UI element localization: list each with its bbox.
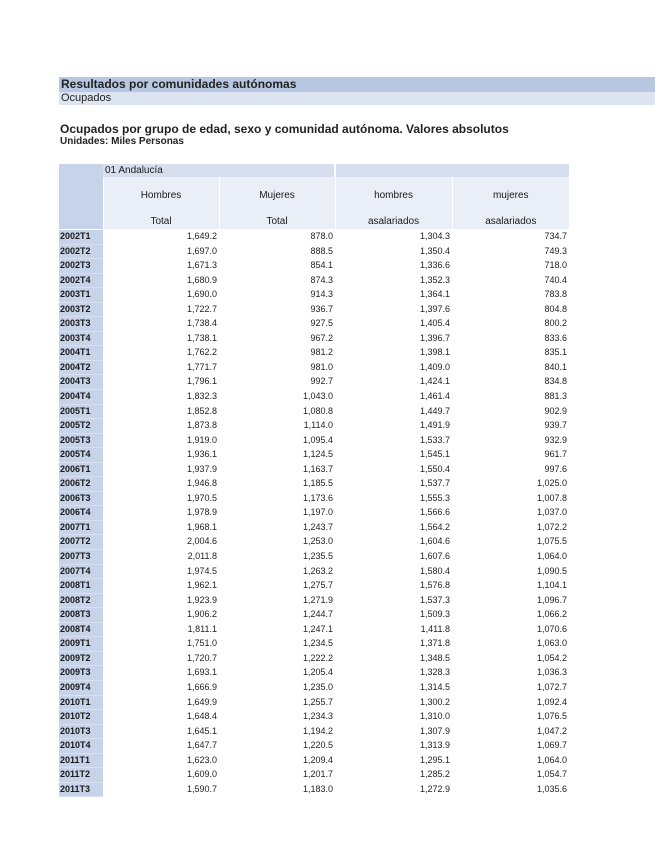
table-cell: 1,405.4: [419, 318, 451, 329]
table-cell: 939.7: [544, 420, 568, 431]
table-cell: 2,011.8: [187, 551, 217, 562]
table-cell: 1,555.3: [419, 492, 451, 503]
table-cell: 1,201.7: [302, 769, 334, 780]
table-cell: 1,697.0: [186, 245, 217, 256]
table-cell: 1,243.7: [302, 521, 334, 532]
table-cell: 1,424.1: [419, 376, 451, 387]
table-row: [59, 695, 569, 710]
table-cell: 835.1: [544, 347, 568, 358]
table-cell: 1,007.8: [536, 492, 568, 503]
table-cell: 1,064.0: [536, 754, 568, 765]
table-cell: 1,069.7: [536, 740, 568, 751]
row-period-label: 2010T2: [59, 710, 103, 725]
table-cell: 1,566.6: [419, 507, 451, 518]
table-cell: 1,328.3: [419, 667, 451, 678]
table-row: [59, 637, 569, 652]
row-period-label: 2004T4: [59, 390, 103, 405]
table-row: [59, 564, 569, 579]
table-cell: 1,054.7: [536, 769, 568, 780]
row-period-label: 2006T1: [59, 462, 103, 477]
table-cell: 1,066.2: [536, 609, 568, 620]
table-cell: 1,491.9: [419, 420, 451, 431]
table-cell: 1,209.4: [302, 754, 334, 765]
table-cell: 1,411.8: [420, 623, 451, 634]
table-cell: 1,738.1: [186, 332, 217, 343]
table-cell: 1,946.8: [186, 478, 217, 489]
table-cell: 874.3: [310, 274, 334, 285]
table-cell: 997.6: [544, 463, 568, 474]
table-cell: 981.2: [310, 347, 334, 358]
table-cell: 1,307.9: [419, 725, 451, 736]
table-row: [59, 404, 569, 419]
table-cell: 1,751.0: [186, 638, 217, 649]
row-period-label: 2009T2: [59, 651, 103, 666]
table-row: [59, 448, 569, 463]
table-body: [59, 230, 569, 797]
table-row: [59, 346, 569, 361]
row-period-label: 2005T4: [59, 448, 103, 463]
table-row: [59, 506, 569, 521]
row-period-label: 2008T1: [59, 579, 103, 594]
table-cell: 1,036.3: [536, 667, 568, 678]
table-cell: 1,234.5: [302, 638, 334, 649]
table-cell: 749.3: [544, 245, 568, 256]
row-period-label: 2006T2: [59, 477, 103, 492]
table-row: [59, 477, 569, 492]
table-cell: 1,314.5: [419, 681, 451, 692]
table-cell: 1,096.7: [536, 594, 568, 605]
table-row: [59, 230, 569, 245]
row-period-label: 2004T3: [59, 375, 103, 390]
table-row: [59, 724, 569, 739]
table-cell: 1,919.0: [186, 434, 217, 445]
report-heading: Ocupados por grupo de edad, sexo y comunidad autónoma. Valores absolutos: [60, 122, 509, 136]
row-period-label: 2002T1: [59, 230, 103, 245]
row-period-label: 2011T1: [59, 753, 103, 768]
table-cell: 967.2: [310, 332, 334, 343]
table-cell: 1,090.5: [536, 565, 568, 576]
table-row: [59, 302, 569, 317]
table-cell: 1,680.9: [186, 274, 217, 285]
table-cell: 1,968.1: [186, 521, 217, 532]
table-cell: 1,235.0: [302, 681, 334, 692]
table-cell: 2,004.6: [186, 536, 217, 547]
table-cell: 1,076.5: [536, 711, 568, 722]
table-row: [59, 550, 569, 565]
table-cell: 1,722.7: [186, 303, 217, 314]
row-period-label: 2011T2: [59, 768, 103, 783]
table-cell: 1,235.5: [302, 551, 334, 562]
table-cell: 1,666.9: [186, 681, 217, 692]
table-row: [59, 666, 569, 681]
table-cell: 1,247.1: [302, 623, 334, 634]
table-cell: 1,350.4: [419, 245, 451, 256]
table-row: [59, 317, 569, 332]
table-row: [59, 433, 569, 448]
table-cell: 1,222.2: [302, 652, 334, 663]
column-header-hombres-total: [103, 177, 219, 230]
table-cell: 981.0: [310, 361, 334, 372]
table-cell: 1,047.2: [536, 725, 568, 736]
row-period-label: 2003T3: [59, 317, 103, 332]
table-row: [59, 273, 569, 288]
table-cell: 902.9: [544, 405, 568, 416]
table-cell: 1,978.9: [186, 507, 217, 518]
table-cell: 1,762.2: [186, 347, 217, 358]
table-row: [59, 768, 569, 783]
row-period-label: 2003T2: [59, 302, 103, 317]
table-cell: 1,072.7: [536, 681, 568, 692]
table-cell: 1,720.7: [186, 652, 217, 663]
table-cell: 1,035.6: [536, 783, 568, 794]
table-cell: 1,080.8: [302, 405, 334, 416]
table-cell: 1,649.9: [186, 696, 217, 707]
table-row: [59, 680, 569, 695]
table-cell: 1,509.3: [419, 609, 451, 620]
table-cell: 1,295.1: [419, 754, 451, 765]
row-period-label: 2002T2: [59, 244, 103, 259]
table-cell: 1,310.0: [419, 711, 451, 722]
table-cell: 1,271.9: [302, 594, 334, 605]
region-label: 01 Andalucía: [103, 164, 335, 177]
table-cell: 1,409.0: [419, 361, 451, 372]
section-subtitle: Ocupados: [59, 92, 655, 105]
table-cell: 1,604.6: [419, 536, 451, 547]
table-cell: 1,974.5: [186, 565, 217, 576]
column-header-bottom: asalariados: [485, 216, 537, 227]
table-cell: 1,398.1: [419, 347, 451, 358]
table-cell: 927.5: [310, 318, 334, 329]
table-cell: 1,873.8: [186, 420, 217, 431]
table-cell: 1,104.1: [536, 580, 568, 591]
table-row: [59, 535, 569, 550]
table-cell: 804.8: [544, 303, 568, 314]
row-period-label: 2007T1: [59, 520, 103, 535]
table-cell: 1,580.4: [419, 565, 451, 576]
table-row: [59, 579, 569, 594]
table-cell: 1,313.9: [419, 740, 451, 751]
table-row: [59, 491, 569, 506]
table-cell: 1,234.3: [302, 711, 334, 722]
row-period-label: 2009T3: [59, 666, 103, 681]
column-header-mujeres-asalariados: [452, 177, 569, 230]
table-cell: 734.7: [544, 231, 568, 242]
table-cell: 1,124.5: [302, 449, 334, 460]
table-cell: 1,185.5: [302, 478, 334, 489]
table-row: [59, 259, 569, 274]
column-header-bottom: Total: [266, 216, 288, 227]
table-cell: 1,163.7: [302, 463, 334, 474]
row-period-label: 2007T2: [59, 535, 103, 550]
table-cell: 992.7: [310, 376, 334, 387]
table-cell: 1,537.3: [419, 594, 451, 605]
row-period-label: 2011T3: [59, 782, 103, 797]
table-cell: 1,649.2: [186, 231, 217, 242]
column-header-bottom: Total: [150, 216, 172, 227]
row-period-label: 2008T2: [59, 593, 103, 608]
table-cell: 1,564.2: [419, 521, 451, 532]
table-cell: 1,194.2: [302, 725, 334, 736]
table-cell: 1,070.6: [536, 623, 568, 634]
table-row: [59, 753, 569, 768]
table-row: [59, 390, 569, 405]
row-period-label: 2007T3: [59, 550, 103, 565]
table-cell: 1,054.2: [536, 652, 568, 663]
table-row: [59, 622, 569, 637]
table-cell: 1,253.0: [302, 536, 334, 547]
table-cell: 1,796.1: [186, 376, 217, 387]
table-cell: 1,275.7: [302, 580, 334, 591]
table-cell: 834.8: [544, 376, 568, 387]
table-cell: 1,220.5: [302, 740, 334, 751]
table-row: [59, 331, 569, 346]
table-cell: 1,348.5: [419, 652, 451, 663]
table-cell: 1,550.4: [419, 463, 451, 474]
row-period-label: 2003T1: [59, 288, 103, 303]
table-cell: 833.6: [544, 332, 568, 343]
section-title: Resultados por comunidades autónomas: [59, 77, 655, 92]
table-row: [59, 710, 569, 725]
table-cell: 1,647.7: [186, 740, 217, 751]
region-filler: [335, 164, 569, 177]
column-header-bottom: asalariados: [367, 216, 420, 227]
row-period-label: 2008T4: [59, 622, 103, 637]
table-cell: 1,623.0: [186, 754, 217, 765]
table-row: [59, 593, 569, 608]
table-cell: 1,771.7: [186, 361, 217, 372]
table-cell: 1,397.6: [419, 303, 451, 314]
report-units: Unidades: Miles Personas: [60, 136, 184, 147]
table-cell: 932.9: [544, 434, 568, 445]
table-cell: 1,923.9: [186, 594, 217, 605]
row-period-label: 2009T4: [59, 680, 103, 695]
table-cell: 1,043.0: [302, 391, 334, 402]
region-corner: [59, 164, 103, 177]
table-cell: 881.3: [544, 391, 568, 402]
table-cell: 1,255.7: [302, 696, 334, 707]
table-row: [59, 739, 569, 754]
table-cell: 1,396.7: [419, 332, 451, 343]
row-period-label: 2005T1: [59, 404, 103, 419]
table-cell: 1,533.7: [419, 434, 451, 445]
column-header-top: Hombres: [140, 190, 182, 201]
table-cell: 1,537.7: [419, 478, 451, 489]
table-cell: 914.3: [310, 289, 334, 300]
row-period-label: 2008T3: [59, 608, 103, 623]
table-cell: 1,648.4: [186, 711, 217, 722]
table-cell: 1,590.7: [186, 783, 217, 794]
column-header-row: [59, 177, 569, 230]
row-period-label: 2005T2: [59, 419, 103, 434]
table-cell: 936.7: [310, 303, 334, 314]
table-cell: 1,693.1: [186, 667, 217, 678]
row-period-label: 2010T4: [59, 739, 103, 754]
row-period-label: 2006T4: [59, 506, 103, 521]
row-period-label: 2004T2: [59, 360, 103, 375]
table-cell: 1,936.1: [186, 449, 217, 460]
row-period-label: 2003T4: [59, 331, 103, 346]
table-cell: 1,545.1: [419, 449, 451, 460]
table-cell: 1,832.3: [186, 391, 217, 402]
table-cell: 1,576.8: [419, 580, 451, 591]
table-cell: 1,906.2: [186, 609, 217, 620]
table-cell: 1,063.0: [536, 638, 568, 649]
table-row: [59, 462, 569, 477]
table-cell: 1,263.2: [302, 565, 334, 576]
column-header-mujeres-total: [219, 177, 335, 230]
table-cell: 1,364.1: [419, 289, 451, 300]
table-cell: 1,285.2: [419, 769, 451, 780]
table-cell: 1,645.1: [186, 725, 217, 736]
table-cell: 1,690.0: [186, 289, 217, 300]
table-cell: 800.2: [544, 318, 568, 329]
column-header-hombres-asalariados: [335, 177, 452, 230]
table-row: [59, 375, 569, 390]
table-cell: 1,114.0: [303, 420, 334, 431]
table-cell: 1,607.6: [419, 551, 451, 562]
table-row: [59, 244, 569, 259]
table-cell: 1,970.5: [186, 492, 217, 503]
column-header-top: mujeres: [492, 190, 529, 201]
column-header-top: hombres: [374, 190, 413, 201]
table-cell: 1,244.7: [302, 609, 334, 620]
table-cell: 1,738.4: [186, 318, 217, 329]
table-cell: 1,371.8: [419, 638, 451, 649]
column-header-top: Mujeres: [259, 190, 295, 201]
row-period-label: 2006T3: [59, 491, 103, 506]
table-cell: 718.0: [544, 260, 568, 271]
table-cell: 1,272.9: [419, 783, 451, 794]
data-table: [59, 164, 569, 797]
table-cell: 1,352.3: [419, 274, 451, 285]
table-cell: 1,197.0: [302, 507, 334, 518]
table-cell: 1,075.5: [536, 536, 568, 547]
table-cell: 1,092.4: [536, 696, 568, 707]
table-cell: 1,095.4: [302, 434, 334, 445]
table-cell: 1,671.3: [186, 260, 217, 271]
table-cell: 888.5: [310, 245, 334, 256]
header-corner: [59, 177, 103, 230]
table-cell: 1,064.0: [536, 551, 568, 562]
row-period-label: 2002T3: [59, 259, 103, 274]
table-cell: 1,037.0: [536, 507, 568, 518]
row-period-label: 2010T1: [59, 695, 103, 710]
row-period-label: 2004T1: [59, 346, 103, 361]
row-period-label: 2009T1: [59, 637, 103, 652]
table-cell: 1,205.4: [302, 667, 334, 678]
table-row: [59, 782, 569, 797]
table-row: [59, 651, 569, 666]
table-cell: 1,461.4: [419, 391, 451, 402]
table-row: [59, 288, 569, 303]
table-cell: 1,852.8: [186, 405, 217, 416]
table-cell: 1,811.1: [187, 623, 217, 634]
table-row: [59, 520, 569, 535]
table-cell: 1,937.9: [186, 463, 217, 474]
table-cell: 878.0: [310, 231, 334, 242]
table-cell: 783.8: [544, 289, 568, 300]
row-period-label: 2007T4: [59, 564, 103, 579]
row-period-label: 2002T4: [59, 273, 103, 288]
row-period-label: 2005T3: [59, 433, 103, 448]
table-cell: 961.7: [544, 449, 568, 460]
table-row: [59, 608, 569, 623]
table-cell: 854.1: [310, 260, 334, 271]
row-period-label: 2010T3: [59, 724, 103, 739]
table-row: [59, 419, 569, 434]
table-cell: 1,609.0: [186, 769, 217, 780]
table-cell: 1,336.6: [419, 260, 451, 271]
table-cell: 1,025.0: [536, 478, 568, 489]
table-cell: 1,183.0: [302, 783, 334, 794]
table-cell: 1,072.2: [536, 521, 568, 532]
table-cell: 1,300.2: [419, 696, 451, 707]
table-cell: 1,173.6: [302, 492, 334, 503]
table-cell: 1,962.1: [186, 580, 217, 591]
table-cell: 1,449.7: [419, 405, 451, 416]
table-cell: 840.1: [544, 361, 568, 372]
table-cell: 1,304.3: [419, 231, 451, 242]
table-row: [59, 360, 569, 375]
table-cell: 740.4: [544, 274, 568, 285]
region-row: [59, 164, 569, 177]
